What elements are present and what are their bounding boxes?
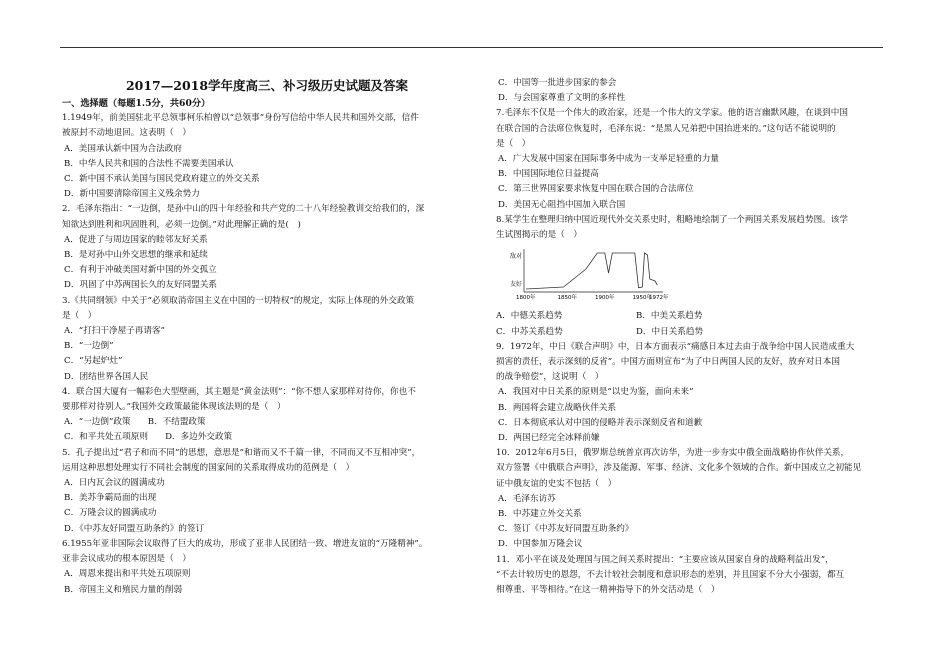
section-heading: 一、选择题（每题1.5分，共60分） [62,98,211,109]
question-line: 损害的责任，表示深刻的反省”。中国方面则宣布“为了中日两国人民的友好，放弃对日本国 [496,357,840,368]
question-line: “不去计较历史的恩怨，不去计较社会制度和意识形态的差别，并且国家不分大小强弱，都互 [496,569,845,580]
question-line: 亚非会议成功的根本原因是（ ） [62,554,191,565]
option: C．新中国不承认美国与国民党政府建立的外交关系 [64,174,260,185]
question-9 [496,340,896,446]
question-line: 4．联合国大厦有一幅彩色大型壁画，其主题是“黄金法则”：“你不想人家那样对待你，你也不 [62,386,416,397]
option: A．我国对中日关系的原则是“以史为鉴，面向未来” [498,387,694,398]
option: B．美苏争霸局面的出现 [64,493,157,504]
question-line: 是（ ） [62,310,97,321]
option: D．美国无心阻挡中国加入联合国 [498,199,626,210]
question-2 [62,202,472,293]
option: C．中苏关系趋势 [496,326,563,337]
option: A．美国承认新中国为合法政府 [64,143,182,154]
option: C．中国等一批进步国家的参会 [498,78,617,88]
page-title: 2017—2018学年度高三、补习级历史试题及答案 [125,78,409,93]
y-label-hostile: 敌对 [510,253,523,261]
question-8 [496,213,896,340]
x-tick-label: 1972年 [649,295,668,302]
x-tick-label: 1850年 [557,295,577,302]
option: D．与会国家尊重了文明的多样性 [498,93,626,104]
left-column [62,76,472,598]
option: B．中苏建立外交关系 [498,509,582,520]
option: D．中国参加万隆会议 [498,539,583,550]
option: C．签订《中苏友好同盟互助条约》 [498,524,634,535]
option: D．中日关系趋势 [636,326,704,337]
x-tick-label: 1950年 [632,295,652,302]
question-line: 被原封不动地退回。这表明（ ） [62,128,191,139]
option: A．周恩来提出和平共处五项原则 [64,569,191,580]
option: B．两国将会建立战略伙伴关系 [498,402,617,413]
option: C．万隆会议的圆满成功 [64,508,157,519]
option: A．广大发展中国家在国际事务中成为一支举足轻重的力量 [498,154,720,165]
option: C．有利于冲破美国对新中国的外交孤立 [64,265,217,276]
question-6 [62,537,472,598]
header-rule [60,47,883,48]
option: D．巩固了中苏两国长久的友好同盟关系 [64,280,217,291]
option-row [496,309,896,324]
question-line: 相尊重、平等相待。”在这一精神指导下的外交活动是（ ） [496,585,720,596]
option: B．“一边倒” [64,341,114,352]
option: C．第三世界国家要求恢复中国在联合国的合法席位 [498,184,694,195]
option: B．是对孙中山外交思想的继承和延续 [64,250,208,261]
question-line: 是（ ） [496,138,531,149]
question-line: 11．邓小平在谈及处理国与国之间关系时提出：“主要应该从国家自身的战略利益出发”， [496,554,834,565]
question-line: 双方签署《中俄联合声明》，涉及能源、军事、经济、文化多个领域的合作。新中国成立之初能见 [496,463,862,474]
option: A．中德关系趋势 [496,311,563,322]
option: A．日内瓦会议的圆满成功 [64,478,165,489]
question-line: 要那样对待别人。”我国外交政策最能体现该法则的是（ ） [62,402,286,413]
question-line: 1.1949年，前美国驻北平总领事柯乐柏曾以“总领事”身份写信给中华人民共和国外交部，信件 [62,113,419,124]
option: A．“一边倒”政策 B．不结盟政策 [64,417,206,428]
option: B．中美关系趋势 [636,311,703,322]
question-line: 生试图揭示的是（ ） [496,230,582,241]
option: B．中国国际地位日益提高 [498,169,599,180]
option: C．和平共处五项原则 D．多边外交政策 [64,432,233,443]
right-column [496,76,896,598]
question-11 [496,553,896,599]
option: C．日本彻底承认对中国的侵略并表示深刻反省和道歉 [498,417,703,428]
question-4 [62,385,472,446]
relation-trend-chart [508,245,668,301]
x-tick-label: 1900年 [595,295,615,302]
question-line: 5．孔子提出过“君子和而不同”的思想，意思是“和谐而又不千篇一律，不同而又不互相冲突”， [62,447,421,458]
option: C．“另起炉灶” [64,356,123,367]
question-line: 证中俄友谊的史实不包括（ ） [496,478,617,489]
option: B．帝国主义和殖民力量的削弱 [64,584,183,595]
question-line: 的战争赔偿”，这说明（ ） [496,372,604,383]
option: D．两国已经完全冰释前嫌 [498,433,600,444]
question-line: 3.《共同纲领》中关于“必须取消帝国主义在中国的一切特权”的规定，实际上体现的外交政策 [62,295,415,306]
option: A．毛泽东访苏 [498,493,556,504]
question-line: 在联合国的合法席位恢复时，毛泽东说：“是黑人兄弟把中国抬进来的。”这句话不能说明的 [496,123,836,134]
question-3 [62,294,472,385]
question-line: 运用这种思想处理实行不同社会制度的国家间的关系取得成功的范例是（ ） [62,462,355,473]
question-line: 6.1955年亚非国际会议取得了巨大的成功，形成了亚非人民团结一致、增进友谊的“万隆精神”。 [62,538,428,549]
x-tick-label: 1800年 [516,295,536,302]
trend-series-line [526,253,657,289]
option: A．促进了与周边国家的睦邻友好关系 [64,234,208,245]
question-line: 8.某学生在整理归纳中国近现代外交关系史时，粗略地绘制了一个两国关系发展趋势图。该学 [496,214,848,225]
option: B．中华人民共和国的合法性不需要美国承认 [64,158,234,169]
option-row [496,325,896,340]
question-line: 10．2012年6月5日，俄罗斯总统普京再次访华，为进一步夯实中俄全面战略协作伙伴关系， [496,448,850,459]
question-line: 7.毛泽东不仅是一个伟大的政治家，还是一个伟大的文学家。他的语言幽默风趣，在谈到中国 [496,108,848,119]
question-1 [62,111,472,202]
option: D．《中苏友好同盟互助条约》的签订 [64,523,205,534]
question-5 [62,446,472,537]
question-line: 2．毛泽东指出：“一边倒，是孙中山的四十年经验和共产党的二十八年经验教训交给我们的，深 [62,204,425,215]
option: D．新中国要清除帝国主义残余势力 [64,189,200,200]
question-line: 9．1972年，中日《联合声明》中，日本方面表示“痛感日本过去由于战争给中国人民造成重大 [496,341,855,352]
question-10 [496,446,896,552]
option: D．团结世界各国人民 [64,371,149,382]
option: A．“打扫干净屋子再请客” [64,326,165,337]
x-tick-labels [516,293,668,301]
question-7 [496,106,896,212]
y-label-friendly: 友好 [510,281,523,289]
question-line: 知欲达到胜利和巩固胜利，必须一边倒。”对此理解正确的是( ) [62,219,301,230]
